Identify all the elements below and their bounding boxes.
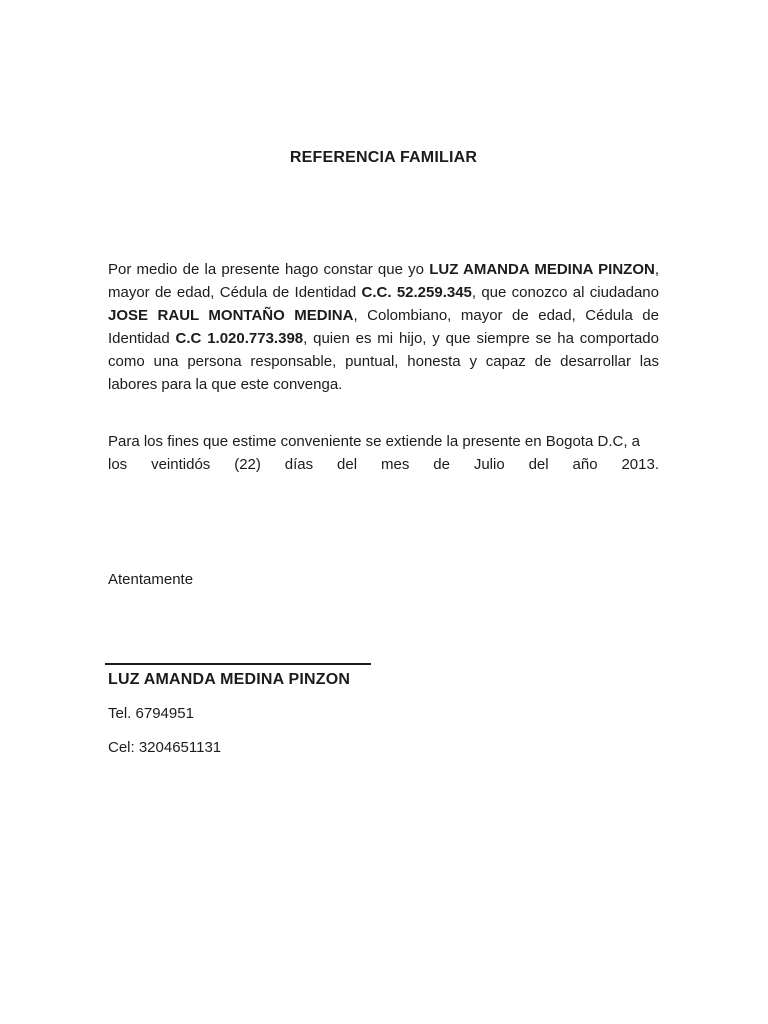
signatory-name: LUZ AMANDA MEDINA PINZON (108, 671, 351, 688)
closing-salutation: Atentamente (108, 571, 194, 588)
body-paragraph-2-line-1: Para los fines que estime conveniente se extiende la presente en Bogota D.C, a (108, 433, 640, 450)
signature-line (105, 663, 371, 665)
document-content (108, 0, 659, 758)
body-paragraph-2 (108, 430, 659, 476)
body-paragraph-1: Por medio de la presente hago constar que yo LUZ AMANDA MEDINA PINZON, mayor de edad, Cédula de Identidad C.C. 52.259.345, que conozco al ciudadano JOSE RAUL MONTAÑO MEDINA, Colombiano, mayor de edad, Cédula de Identidad C.C 1.020.773.398, quien es mi hijo, y que siempre se ha comportado como una persona responsable, puntual, honesta y capaz de desarrollar las labores para la que este convenga. (108, 261, 659, 393)
body-paragraph-2-line-2: los veintidós (22) días del mes de Julio del año 2013. (108, 456, 659, 473)
mobile-line: Cel: 3204651131 (108, 739, 222, 756)
signature-block (108, 663, 659, 758)
document-title: REFERENCIA FAMILIAR (289, 149, 478, 166)
phone-line: Tel. 6794951 (108, 705, 194, 722)
